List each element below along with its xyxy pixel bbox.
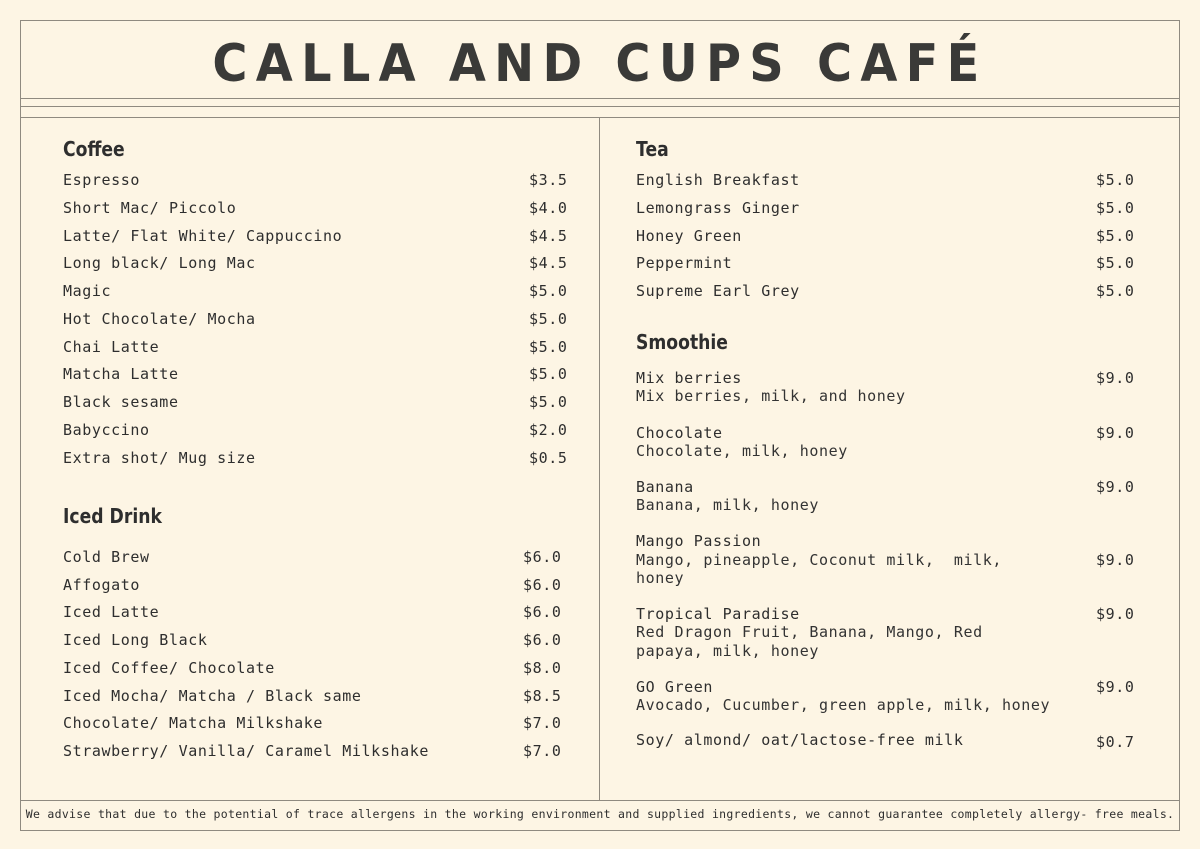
menu-item-name: Chai Latte — [63, 338, 160, 356]
milk-option-price: $0.7 — [1096, 733, 1135, 751]
smoothie-price: $9.0 — [1096, 424, 1135, 442]
menu-item-price: $6.0 — [523, 603, 562, 621]
menu-item-price: $6.0 — [523, 548, 562, 566]
menu-item-name: Long black/ Long Mac — [63, 254, 256, 272]
menu-item-price: $3.5 — [529, 171, 568, 189]
menu-item-price: $4.5 — [529, 227, 568, 245]
menu-item-price: $5.0 — [1096, 171, 1135, 189]
smoothie-price: $9.0 — [1096, 551, 1135, 569]
smoothie-name: Chocolate — [636, 424, 723, 442]
smoothie-description: Chocolate, milk, honey — [636, 442, 848, 460]
menu-item-name: Iced Mocha/ Matcha / Black same — [63, 687, 362, 705]
menu-item-name: Chocolate/ Matcha Milkshake — [63, 714, 324, 732]
menu-item-price: $6.0 — [523, 631, 562, 649]
section-title-iced-drink: Iced Drink — [63, 504, 162, 528]
menu-item-price: $5.0 — [529, 310, 568, 328]
milk-option-name: Soy/ almond/ oat/lactose-free milk — [636, 731, 964, 749]
smoothie-name: GO Green — [636, 678, 714, 696]
section-title-smoothie: Smoothie — [636, 330, 728, 354]
menu-item-price: $4.5 — [529, 254, 568, 272]
smoothie-price: $9.0 — [1096, 478, 1135, 496]
menu-item-price: $5.0 — [1096, 282, 1135, 300]
menu-item-price: $0.5 — [529, 449, 568, 467]
menu-item-price: $7.0 — [523, 742, 562, 760]
smoothie-name: Tropical Paradise — [636, 605, 800, 623]
menu-item-price: $6.0 — [523, 576, 562, 594]
menu-item-price: $2.0 — [529, 421, 568, 439]
header-divider-bottom — [20, 106, 1180, 107]
smoothie-price: $9.0 — [1096, 605, 1135, 623]
content-top-divider — [20, 117, 1180, 118]
smoothie-name: Banana — [636, 478, 694, 496]
menu-item-name: Magic — [63, 282, 112, 300]
menu-item-price: $5.0 — [529, 282, 568, 300]
menu-item-price: $5.0 — [529, 338, 568, 356]
menu-item-name: English Breakfast — [636, 171, 800, 189]
allergen-notice: We advise that due to the potential of trace allergens in the working environment and supplied ingredients, we cannot guarantee completely allergy- free meals. — [25, 807, 1175, 821]
menu-item-price: $5.0 — [1096, 227, 1135, 245]
section-title-coffee: Coffee — [63, 137, 125, 161]
menu-item-price: $5.0 — [529, 393, 568, 411]
menu-item-name: Cold Brew — [63, 548, 150, 566]
header-divider-top — [20, 98, 1180, 99]
menu-item-price: $8.0 — [523, 659, 562, 677]
smoothie-description: honey — [636, 569, 685, 587]
menu-item-name: Lemongrass Ginger — [636, 199, 800, 217]
menu-item-name: Short Mac/ Piccolo — [63, 199, 237, 217]
smoothie-price: $9.0 — [1096, 369, 1135, 387]
menu-item-price: $8.5 — [523, 687, 562, 705]
menu-item-name: Iced Latte — [63, 603, 160, 621]
cafe-title: CALLA AND CUPS CAFÉ — [212, 34, 988, 94]
smoothie-description: Red Dragon Fruit, Banana, Mango, Red — [636, 623, 983, 641]
menu-item-name: Iced Coffee/ Chocolate — [63, 659, 275, 677]
smoothie-description: Mix berries, milk, and honey — [636, 387, 906, 405]
section-title-tea: Tea — [636, 137, 669, 161]
menu-item-name: Honey Green — [636, 227, 742, 245]
smoothie-name: Mango Passion — [636, 532, 762, 550]
column-divider — [599, 117, 600, 800]
menu-item-name: Peppermint — [636, 254, 733, 272]
menu-item-name: Black sesame — [63, 393, 179, 411]
menu-item-price: $7.0 — [523, 714, 562, 732]
menu-item-price: $5.0 — [1096, 254, 1135, 272]
menu-item-name: Hot Chocolate/ Mocha — [63, 310, 256, 328]
menu-item-price: $5.0 — [1096, 199, 1135, 217]
menu-item-price: $5.0 — [529, 365, 568, 383]
menu-item-name: Affogato — [63, 576, 141, 594]
menu-item-name: Extra shot/ Mug size — [63, 449, 256, 467]
smoothie-description: Banana, milk, honey — [636, 496, 819, 514]
menu-item-name: Matcha Latte — [63, 365, 179, 383]
menu-item-name: Supreme Earl Grey — [636, 282, 800, 300]
menu-item-name: Iced Long Black — [63, 631, 208, 649]
menu-item-name: Babyccino — [63, 421, 150, 439]
footer-divider — [20, 800, 1180, 801]
menu-item-price: $4.0 — [529, 199, 568, 217]
menu-item-name: Espresso — [63, 171, 141, 189]
smoothie-description: papaya, milk, honey — [636, 642, 819, 660]
smoothie-price: $9.0 — [1096, 678, 1135, 696]
menu-item-name: Latte/ Flat White/ Cappuccino — [63, 227, 343, 245]
smoothie-description: Mango, pineapple, Coconut milk, milk, — [636, 551, 1002, 569]
smoothie-description: Avocado, Cucumber, green apple, milk, honey — [636, 696, 1051, 714]
menu-item-name: Strawberry/ Vanilla/ Caramel Milkshake — [63, 742, 429, 760]
smoothie-name: Mix berries — [636, 369, 742, 387]
